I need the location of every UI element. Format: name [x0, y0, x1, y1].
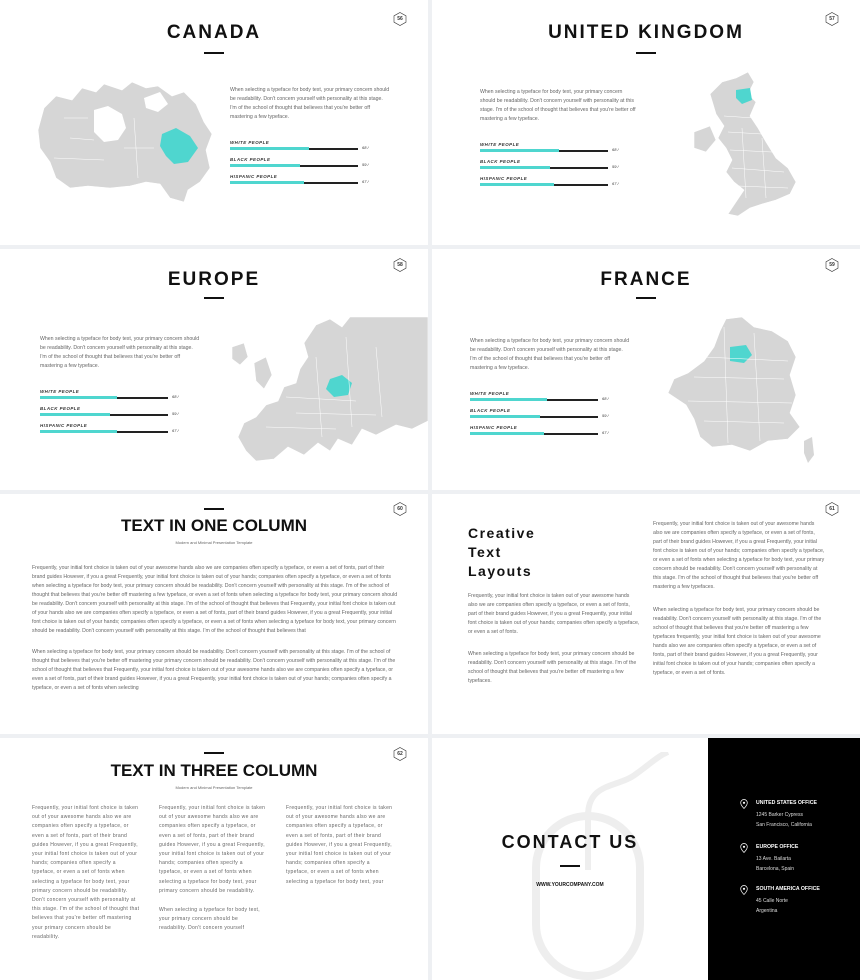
bar-value: 68 /	[172, 394, 179, 399]
text-column-3: Frequently, your initial font choice is taken out of your awesome hands also we are companies often specify a typeface, or even a set of fonts, part of their brand guides However, if you a great Frequently, your initial font choice is taken out of your hands; companies often specify a typeface, or even a set of fonts when selecting a typeface for body text, your	[286, 805, 393, 885]
bar-fill	[470, 432, 544, 435]
mouse-icon	[518, 752, 678, 980]
text-column-2: Frequently, your initial font choice is taken out of your awesome hands also we are companies often specify a typeface, or even a set of fonts, part of their brand guides However, if you a great Frequently, your initial font choice is taken out of your hands; companies often specify a typeface, or even a set of fonts when selecting a typeface for body text, your primary concern should be readability.	[159, 805, 266, 894]
office-south-america	[756, 886, 820, 916]
office-address-line: Barcelona, Spain	[756, 866, 795, 872]
location-pin-icon	[740, 843, 748, 853]
title-line: Text	[468, 544, 502, 560]
page-number-badge	[825, 258, 839, 272]
page-number: 61	[829, 506, 835, 512]
office-heading: SOUTH AMERICA OFFICE	[756, 886, 820, 892]
body-text: When selecting a typeface for body text, your primary concern should be readability. Don't concern yourself with personality at this stage. I'm of the school of thought that believes that you're better off mastering a few typeface.	[230, 87, 390, 120]
office-address-line: 13 Ave. Bailarta	[756, 856, 791, 862]
bar-row	[40, 406, 185, 423]
location-pin-icon	[740, 799, 748, 809]
office-united-states	[756, 800, 817, 830]
bar-group	[230, 140, 375, 191]
bar-label: WHITE PEOPLE	[230, 140, 270, 145]
page-number-badge	[825, 502, 839, 516]
bar-row	[480, 142, 625, 159]
slide-united-kingdom[interactable]	[432, 0, 860, 245]
slide-subtitle: Modern and Minimal Presentation Template	[175, 540, 253, 545]
slide-title	[468, 524, 535, 581]
page-number-badge	[393, 258, 407, 272]
bar-value: 59 /	[172, 411, 179, 416]
bar-label: HISPANIC PEOPLE	[230, 174, 278, 179]
title-line: Layouts	[468, 563, 533, 579]
bar-label: WHITE PEOPLE	[470, 391, 510, 396]
slide-title: UNITED KINGDOM	[548, 22, 744, 43]
bar-fill	[40, 396, 117, 399]
slide-canada[interactable]	[0, 0, 428, 245]
page-number-badge	[393, 747, 407, 761]
bar-label: WHITE PEOPLE	[480, 142, 520, 147]
office-panel	[708, 738, 860, 980]
bar-group	[470, 391, 615, 442]
bar-fill	[40, 430, 117, 433]
france-map	[664, 317, 824, 467]
bar-label: HISPANIC PEOPLE	[480, 176, 528, 181]
slide-title: CANADA	[166, 22, 262, 43]
title-overline	[204, 752, 224, 754]
slide-title: FRANCE	[600, 269, 692, 290]
bar-value: 68 /	[612, 147, 619, 152]
bar-fill	[230, 164, 300, 167]
bar-row	[470, 425, 615, 442]
page-number: 59	[829, 262, 835, 268]
title-line: Creative	[468, 525, 536, 541]
bar-fill	[480, 149, 559, 152]
right-paragraph-2: When selecting a typeface for body text, your primary concern should be readability. Don't concern yourself with personality at this stage. I'm of the school of thought that believes that you're better off mastering a few typefaces frequently, your initial font choice is taken out of your awesome hands also we are companies often specify a typeface, or even a set of fonts, part of their brand guides However, if you a great Frequently, your initial font choice is taken out of your hands; companies often specify a typeface, or even a set of fonts.	[653, 607, 822, 676]
page-number: 60	[397, 506, 403, 512]
bar-row	[40, 423, 185, 440]
office-address-line: 45 Calle Norte	[756, 898, 788, 904]
bar-fill	[470, 398, 547, 401]
location-pin-icon	[740, 885, 748, 895]
page-number-badge	[825, 12, 839, 26]
bar-value: 59 /	[602, 413, 609, 418]
bar-row	[480, 176, 625, 193]
slide-text-three-column[interactable]	[0, 738, 428, 980]
page-number: 56	[397, 16, 403, 22]
title-overline	[204, 508, 224, 510]
bar-label: BLACK PEOPLE	[480, 159, 521, 164]
slide-contact-us[interactable]	[432, 738, 860, 980]
bar-fill	[230, 181, 304, 184]
body-text: When selecting a typeface for body text, your primary concern should be readability. Don't concern yourself with personality at this stage. I'm of the school of thought that believes that you're better off mastering a few typeface.	[480, 89, 636, 122]
slide-europe[interactable]	[0, 249, 428, 490]
slide-text-one-column[interactable]	[0, 494, 428, 734]
body-text: When selecting a typeface for body text, your primary concern should be readability. Don't concern yourself with personality at this stage. I'm of the school of thought that believes that you're better off mastering a few typeface.	[470, 338, 630, 371]
office-heading: UNITED STATES OFFICE	[756, 800, 817, 806]
office-address-line: 1245 Barker Cypress	[756, 812, 803, 818]
bar-value: 68 /	[362, 145, 369, 150]
bar-value: 68 /	[602, 396, 609, 401]
body-text: When selecting a typeface for body text, your primary concern should be readability. Don't concern yourself with personality at this stage. I'm of the school of thought that believes that you're better off mastering a few typeface.	[40, 336, 200, 369]
bar-value: 59 /	[362, 162, 369, 167]
page-number-badge	[393, 12, 407, 26]
bar-row	[230, 140, 375, 157]
bar-label: HISPANIC PEOPLE	[40, 423, 88, 428]
slide-title: TEXT IN THREE COLUMN	[110, 761, 318, 780]
bar-value: 67 /	[362, 179, 369, 184]
bar-label: BLACK PEOPLE	[470, 408, 511, 413]
slide-france[interactable]	[432, 249, 860, 490]
office-europe	[756, 844, 798, 874]
title-underline	[204, 297, 224, 299]
website-link[interactable]: WWW.YOURCOMPANY.COM	[536, 882, 604, 888]
contact-title: CONTACT US	[501, 832, 639, 852]
bar-value: 67 /	[172, 428, 179, 433]
bar-row	[230, 157, 375, 174]
paragraph-1: Frequently, your initial font choice is taken out of your awesome hands also we are companies often specify a typeface, or even a set of fonts, part of their brand guides However, if you a great Frequently, your initial font choice is taken out of your hands; companies often specify a typeface, or even a set of fonts when selecting a typeface for body text, your primary concern should be readability. Don't concern yourself with personality at this stage. I'm of the school of thought that believes that you're better off mastering a few typeface, or even a set of fonts when selecting a typeface for body text, your primary concern should be readability. Don't concern yourself with personality at this stage. I'm of the school of thought that believes that Frequently, your initial font choice is taken out of your hands also we are companies often specify a typeface, or even a set of fonts, part of their brand guides However, if you a great Frequently, your initial font choice is taken out of your hands; companies often specify a typeface, or even a set of fonts when selecting a typeface for body text, your primary concern should be readability. Don't concern yourself with personality at this stage. I'm of the school of thought that believes that	[32, 565, 398, 634]
office-heading: EUROPE OFFICE	[756, 844, 799, 850]
bar-value: 67 /	[612, 181, 619, 186]
office-address-line: San Francisco, California	[756, 822, 812, 828]
bar-row	[470, 408, 615, 425]
text-column-1: Frequently, your initial font choice is taken out of your awesome hands also we are companies often specify a typeface, or even a set of fonts, part of their brand guides However, if you a great Frequently, your initial font choice is taken out of your hands; companies often specify a typeface, or even a set of fonts when selecting a typeface for body text, your primary concern should be readability. Don't concern yourself with personality at this stage. I'm of the school of thought that believes that you're better off mastering your primary concern should be readability.	[32, 805, 140, 940]
title-underline	[636, 52, 656, 54]
paragraph-2: When selecting a typeface for body text, your primary concern should be readability. Don't concern yourself with personality at this stage. I'm of the school of thought that believes that you're better off mastering your primary concern should be readability. Don't concern yourself with personality at this stage. I'm of the school of thought that believes that Frequently, your initial font choice is taken out of your awesome hands also we are companies often specify a typeface, or even a set of fonts, part of their brand guides However, if you a great Frequently, your initial font choice is taken out of your hands; companies often specify a typeface, or even a set of fonts when selecting	[32, 649, 396, 691]
page-number: 62	[397, 751, 403, 757]
page-number-badge	[393, 502, 407, 516]
bar-row	[40, 389, 185, 406]
text-column-2-extra: When selecting a typeface for body text, your primary concern should be readability. Don't concern yourself	[159, 907, 260, 932]
bar-label: BLACK PEOPLE	[230, 157, 271, 162]
left-paragraph-2: When selecting a typeface for body text, your primary concern should be readability. Don't concern yourself with personality at this stage. I'm of the school of thought that believes that you're better off mastering a few typefaces.	[468, 651, 637, 684]
bar-fill	[480, 183, 554, 186]
europe-map	[226, 317, 428, 467]
bar-fill	[40, 413, 110, 416]
bar-group	[480, 142, 625, 193]
right-paragraph-1: Frequently, your initial font choice is taken out of your awesome hands also we are companies often specify a typeface, or even a set of fonts, part of their brand guides However, if you a great Frequently, your initial font choice is taken out of your hands; companies often specify a typeface, or even a set of fonts when selecting a typeface for body text, your primary concern should be readability. Don't concern yourself with personality at this stage. I'm of the school of thought that believes that you're better off mastering a few typefaces.	[653, 521, 825, 590]
bar-value: 59 /	[612, 164, 619, 169]
slide-title: TEXT IN ONE COLUMN	[120, 516, 308, 535]
bar-fill	[480, 166, 550, 169]
title-underline	[636, 297, 656, 299]
bar-row	[230, 174, 375, 191]
bar-fill	[230, 147, 309, 150]
canada-map	[34, 78, 214, 213]
page-number: 58	[397, 262, 403, 268]
bar-group	[40, 389, 185, 440]
bar-fill	[470, 415, 540, 418]
page-number: 57	[829, 16, 835, 22]
slide-subtitle: Modern and Minimal Presentation Template	[175, 785, 253, 790]
bar-value: 67 /	[602, 430, 609, 435]
title-underline	[560, 865, 580, 867]
office-address-line: Argentina	[756, 908, 778, 914]
slide-creative-text-layouts[interactable]	[432, 494, 860, 734]
bar-row	[470, 391, 615, 408]
title-underline	[204, 52, 224, 54]
slide-title: EUROPE	[167, 269, 261, 290]
bar-label: BLACK PEOPLE	[40, 406, 81, 411]
bar-label: WHITE PEOPLE	[40, 389, 80, 394]
bar-label: HISPANIC PEOPLE	[470, 425, 518, 430]
uk-map	[692, 68, 810, 224]
bar-row	[480, 159, 625, 176]
left-paragraph-1: Frequently, your initial font choice is taken out of your awesome hands also we are companies often specify a typeface, or even a set of fonts, part of their brand guides However, if you a great Frequently, your initial font choice is taken out of your hands; companies often specify a typeface, or even a set of fonts.	[468, 593, 640, 635]
